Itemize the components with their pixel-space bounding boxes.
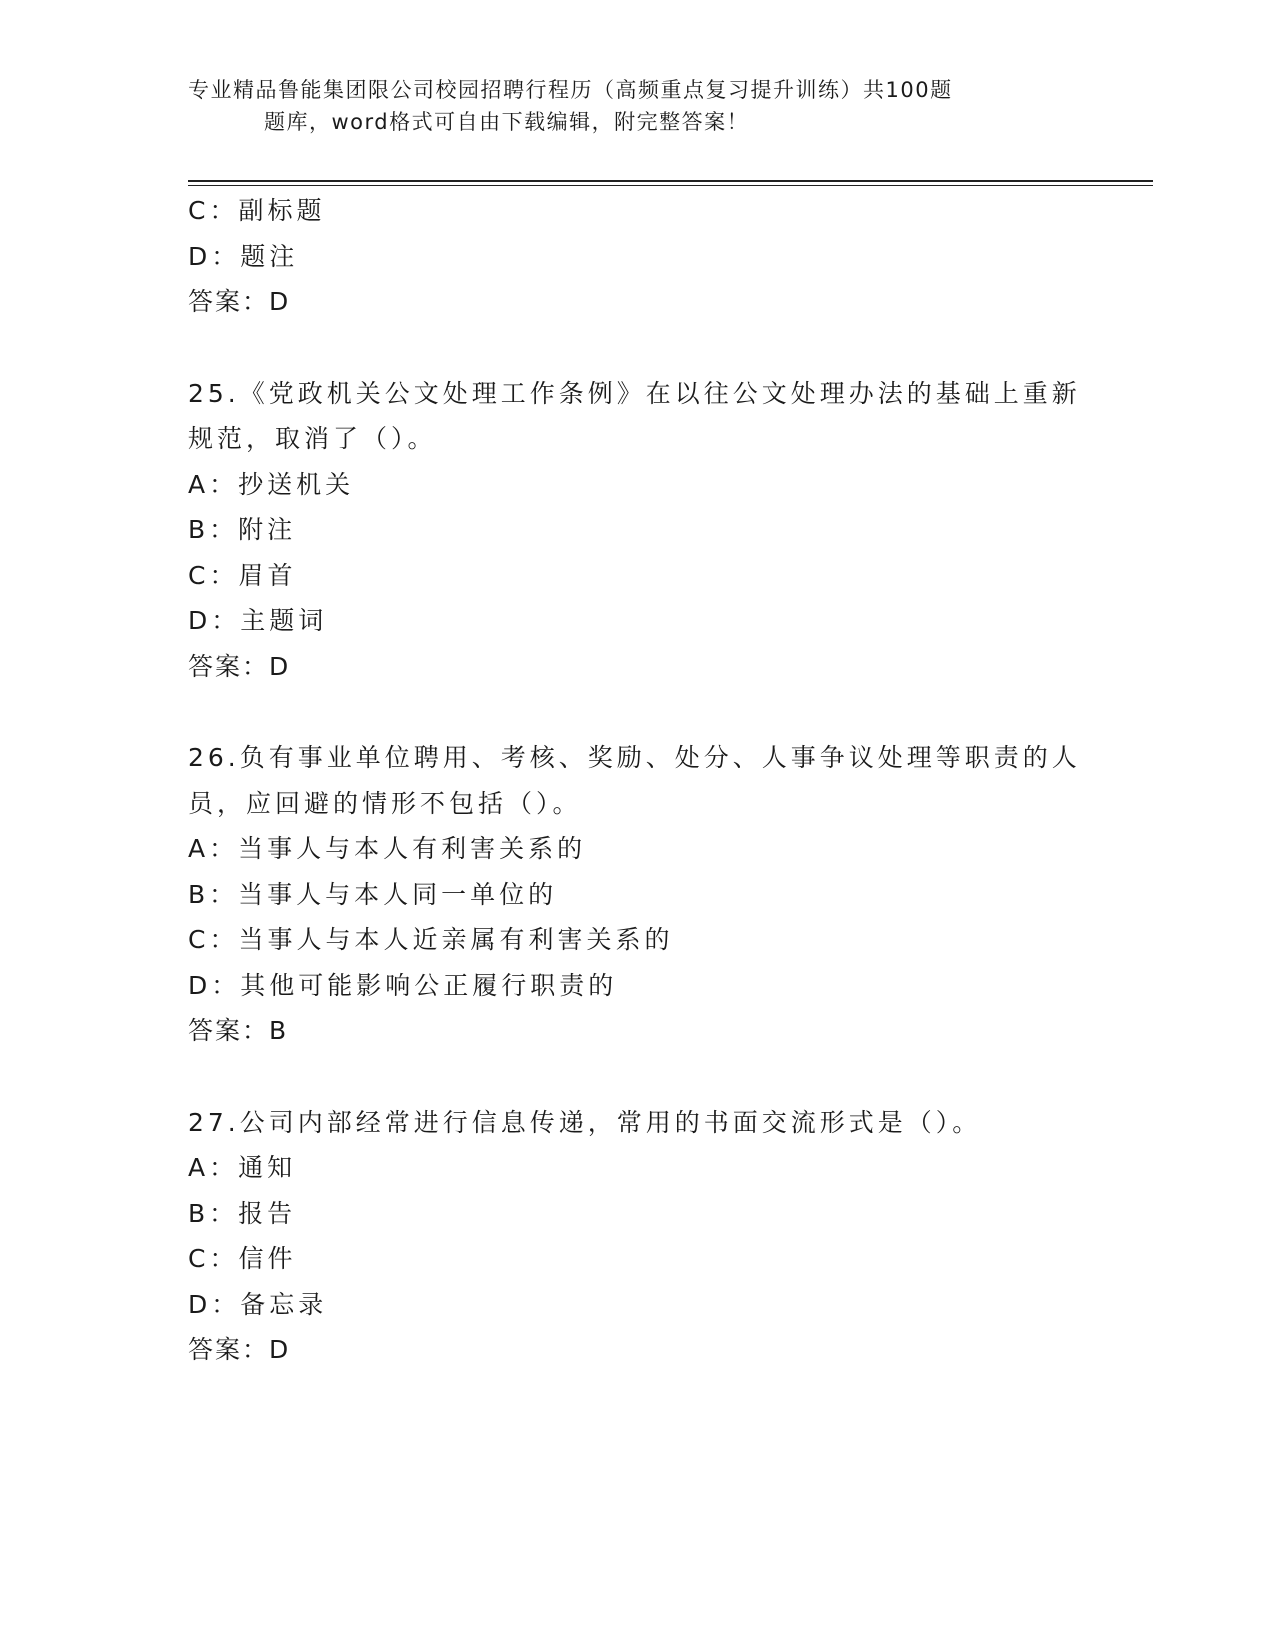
option-a: A：抄送机关: [188, 469, 355, 499]
question-stem-line-1: 27.公司内部经常进行信息传递，常用的书面交流形式是（）。: [188, 1107, 982, 1137]
option-c: C：眉首: [188, 560, 297, 590]
document-header: [188, 74, 1048, 138]
question-25: [188, 371, 1088, 690]
answer-line: 答案：D: [188, 1335, 291, 1364]
header-divider-thin: [188, 185, 1153, 186]
header-divider-thick: [188, 180, 1153, 182]
option-c: C：当事人与本人近亲属有利害关系的: [188, 925, 674, 954]
question-stem-line-2: 员，应回避的情形不包括（）。: [188, 788, 582, 818]
answer-line: 答案：B: [188, 1016, 289, 1045]
question-stem-line-1: 26.负有事业单位聘用、考核、奖励、处分、人事争议处理等职责的人: [188, 743, 1081, 772]
option-a: A：通知: [188, 1153, 297, 1182]
question-27: [188, 1100, 1088, 1373]
carryover-question: [188, 188, 1088, 325]
question-stem-line-1: 25.《党政机关公文处理工作条例》在以往公文处理办法的基础上重新: [188, 378, 1081, 408]
spacer: [188, 325, 1088, 371]
spacer: [188, 1054, 1088, 1100]
question-stem-line-2: 规范，取消了（）。: [188, 424, 437, 453]
answer-line: 答案：D: [188, 651, 291, 681]
option-d: D：题注: [188, 241, 299, 271]
option-a: A：当事人与本人有利害关系的: [188, 834, 587, 863]
option-c: C：信件: [188, 1244, 297, 1273]
option-d: D：其他可能影响公正履行职责的: [188, 970, 618, 1000]
option-c: C：副标题: [188, 196, 326, 225]
question-content: [188, 188, 1088, 1373]
option-b: B：附注: [188, 515, 297, 544]
option-d: D：备忘录: [188, 1289, 328, 1319]
option-d: D：主题词: [188, 606, 328, 635]
header-title-line-2: 题库，word格式可自由下载编辑，附完整答案！: [264, 110, 750, 134]
answer-line: 答案：D: [188, 287, 291, 316]
header-title-line-1: 专业精品鲁能集团限公司校园招聘行程历（高频重点复习提升训练）共100题: [188, 78, 953, 102]
question-26: [188, 735, 1088, 1054]
option-b: B：当事人与本人同一单位的: [188, 879, 558, 909]
option-b: B：报告: [188, 1198, 297, 1228]
spacer: [188, 689, 1088, 735]
